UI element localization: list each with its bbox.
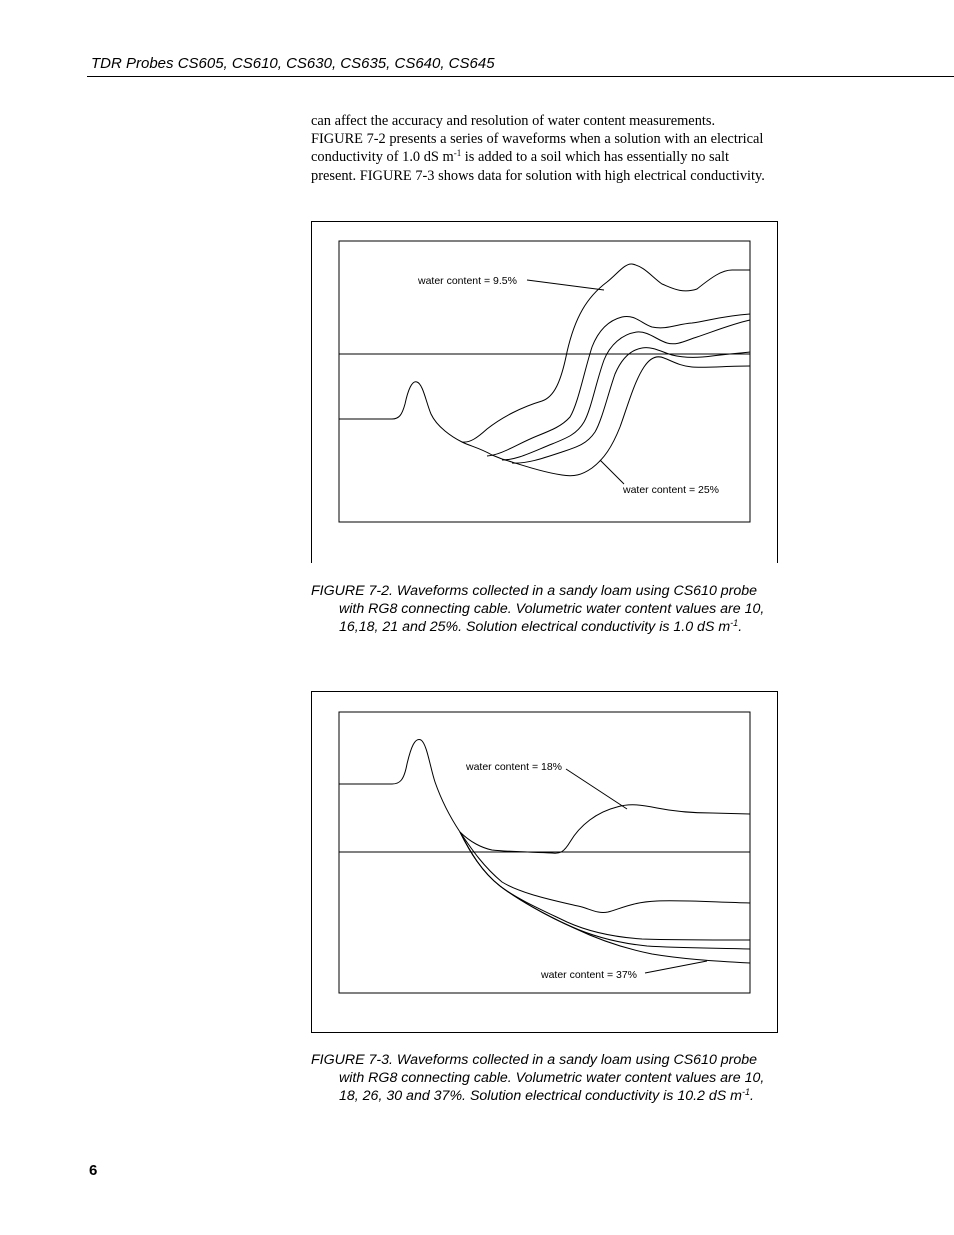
figure-7-2-label-top-leader	[527, 280, 604, 290]
figure-7-2-frame	[311, 221, 778, 563]
body-line-3	[311, 148, 831, 166]
body-line-4: present. FIGURE 7-3 shows data for solution with high electrical conductivity.	[311, 167, 765, 184]
figure-7-2-waveform-25	[502, 357, 750, 476]
page-number: 6	[89, 1162, 98, 1179]
figure-7-3-frame	[311, 691, 778, 1033]
figure-7-3-label-top-leader	[566, 769, 627, 809]
figure-7-3-waveform-30	[460, 832, 750, 949]
figure-7-2-plot-area	[339, 241, 750, 522]
figure-7-2-label-bottom: water content = 25%	[623, 484, 720, 496]
figure-7-2-caption-line-3	[311, 618, 811, 636]
figure-7-2-label-top: water content = 9.5%	[418, 275, 517, 287]
figure-7-3-caption-line-1: FIGURE 7-3. Waveforms collected in a sandy loam using CS610 probe	[311, 1052, 758, 1068]
figure-7-2-waveform-18	[502, 320, 750, 460]
figure-7-2-waveform-10	[462, 264, 750, 442]
figure-7-2-caption-superscript: -1	[730, 618, 739, 628]
body-line-3-start: conductivity of 1.0 dS m	[311, 149, 454, 166]
figure-7-3-caption-line-3	[311, 1087, 811, 1105]
figure-7-2-caption-line-3-end: .	[738, 619, 743, 635]
figure-7-2-caption-line-1: FIGURE 7-2. Waveforms collected in a sandy loam using CS610 probe	[311, 583, 758, 599]
figure-7-2-caption	[311, 582, 811, 636]
body-paragraph	[311, 112, 831, 185]
figure-7-2-label-bottom-leader	[600, 460, 624, 484]
figure-7-3-caption-superscript: -1	[742, 1087, 751, 1097]
figure-7-3-waveform-plot	[312, 692, 777, 1032]
running-header-title: TDR Probes CS605, CS610, CS630, CS635, CS640, CS645	[91, 55, 495, 72]
figure-7-2-waveform-plot	[312, 222, 777, 563]
figure-7-3-label-bottom: water content = 37%	[541, 969, 638, 981]
body-line-1: can affect the accuracy and resolution of water content measurements.	[311, 113, 716, 129]
figure-7-3-caption-line-3-end: .	[750, 1088, 754, 1104]
figure-7-3-waveform-18	[460, 832, 750, 913]
figure-7-2-caption-line-2: with RG8 connecting cable. Volumetric water content values are 10,	[339, 601, 765, 617]
body-line-3-superscript: -1	[453, 148, 462, 159]
header-rule	[87, 76, 954, 77]
figure-7-3-waveform-10	[460, 805, 750, 853]
figure-7-3-label-bottom-leader	[645, 961, 707, 973]
figure-7-2-waveform-16	[487, 314, 750, 456]
figure-7-2-common-trace	[339, 382, 502, 459]
figure-7-2-caption-line-3-start: 16,18, 21 and 25%. Solution electrical conductivity is 1.0 dS m	[339, 619, 731, 635]
body-line-3-end: is added to a soil which has essentially no salt	[461, 149, 729, 166]
figure-7-3-caption-line-3-start: 18, 26, 30 and 37%. Solution electrical conductivity is 10.2 dS m	[339, 1088, 742, 1104]
figure-7-3-caption-line-2: with RG8 connecting cable. Volumetric water content values are 10,	[339, 1070, 765, 1086]
figure-7-3-common-trace	[339, 739, 460, 832]
body-line-2: FIGURE 7-2 presents a series of waveforms when a solution with an electrical	[311, 131, 764, 148]
figure-7-3-caption	[311, 1051, 811, 1105]
figure-7-3-label-top: water content = 18%	[466, 761, 563, 773]
figure-7-3-waveform-26	[460, 832, 750, 940]
